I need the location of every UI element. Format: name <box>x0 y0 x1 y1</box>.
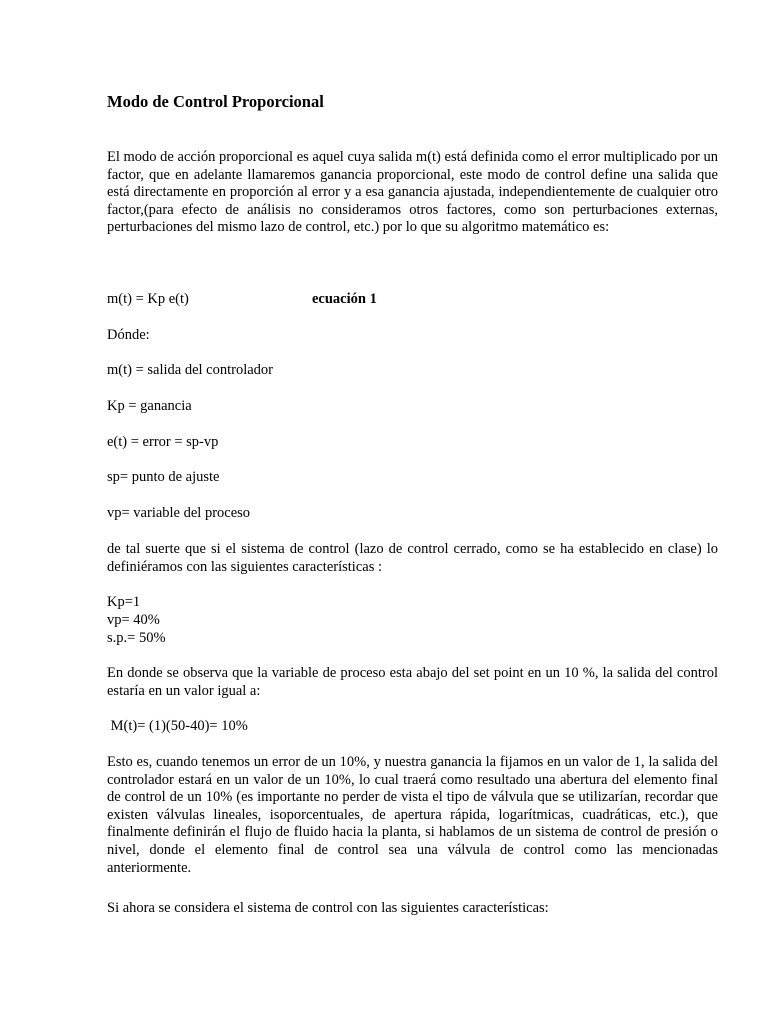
definition-sp: sp= punto de ajuste <box>107 469 220 485</box>
observation-paragraph: En donde se observa que la variable de proceso esta abajo del set point en un 10 %, la salida del control estaría en un valor igual a: <box>107 665 718 699</box>
definition-kp: Kp = ganancia <box>107 398 192 414</box>
definition-et: e(t) = error = sp-vp <box>107 434 219 450</box>
value-sp: s.p.= 50% <box>107 630 166 646</box>
closing-sentence: Si ahora se considera el sistema de control con las siguientes características: <box>107 900 549 916</box>
characteristics-intro: de tal suerte que si el sistema de control (lazo de control cerrado, como se ha establecido en clase) lo definiéramos con las siguientes características : <box>107 541 718 575</box>
value-kp: Kp=1 <box>107 594 141 610</box>
equation-label: ecuación 1 <box>312 291 377 307</box>
definition-mt: m(t) = salida del controlador <box>107 362 274 378</box>
definition-vp: vp= variable del proceso <box>107 505 251 521</box>
explanation-paragraph: Esto es, cuando tenemos un error de un 10%, y nuestra ganancia la fijamos en un valor de 1, la salida del controlador estará en un valor de un 10%, lo cual traerá como resultado una abertura del elemento final de control de un 10% (es importante no perder de vista el tipo de válvula que se utilizarían, recordar que existen válvulas lineales, isoporcentuales, de apertura rápida, logarítmicas, cuadráticas, etc.), que finalmente definirán el flujo de fluido hacia la planta, si hablamos de un sistema de control de presión o nivel, donde el elemento final de control sea una válvula de control como las mencionadas anteriormente. <box>107 754 718 876</box>
donde-label: Dónde: <box>107 327 150 343</box>
document-title: Modo de Control Proporcional <box>107 92 324 111</box>
equation: m(t) = Kp e(t) <box>107 291 189 307</box>
intro-paragraph: El modo de acción proporcional es aquel cuya salida m(t) está definida como el error multiplicado por un factor, que en adelante llamaremos ganancia proporcional, este modo de control define una salida que está directamente en proporción al error y a esa ganancia ajustada, independientemente de cualquier otro factor,(para efecto de análisis no consideramos otros factores, como son perturbaciones externas, perturbaciones del mismo lazo de control, etc.) por lo que su algoritmo matemático es: <box>107 149 718 236</box>
calculation: M(t)= (1)(50-40)= 10% <box>107 718 248 734</box>
value-vp: vp= 40% <box>107 612 160 628</box>
